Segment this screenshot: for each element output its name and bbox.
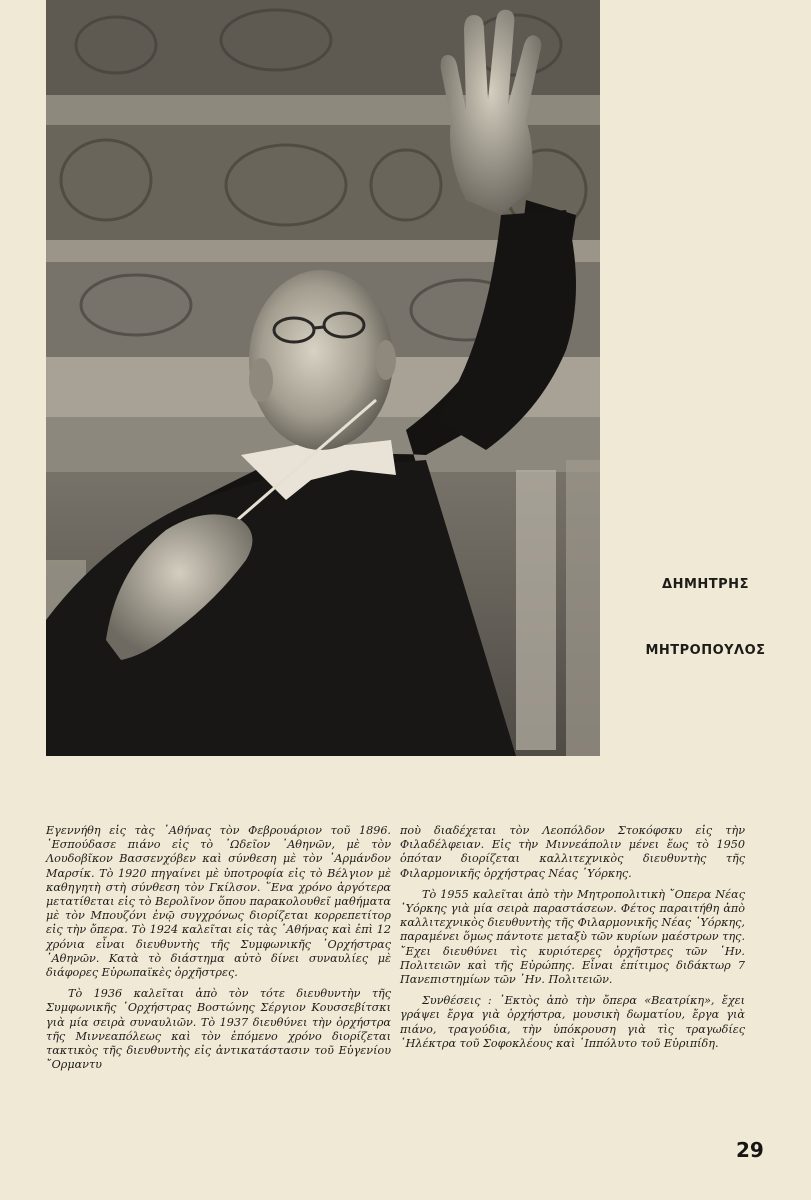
page-number: 29 <box>736 1138 764 1162</box>
conductor-photo <box>46 0 600 756</box>
paragraph: Τὸ 1936 καλεῖται ἀπὸ τὸν τότε διευθυντὴν τῆς Συμφωνικῆς ᾽Ορχήστρας Βοστώνης Σέργιον Κουσσεβίτσκι γιὰ μία σειρὰ συναυλιῶν. Τὸ 1937 διευθύνει τὴν ὀρχήστρα τῆς Μιννεαπόλεως καὶ τὸν ἑπόμενο χρόνο διορίζεται τακτικὸς τῆς διευθυντὴς εἰς ἀντικατάστασιν τοῦ Εὐγενίου ῎Ορμαντυ <box>46 987 391 1072</box>
paragraph: Συνθέσεις : ᾽Εκτὸς ἀπὸ τὴν ὄπερα «Βεατρίκη», ἔχει γράψει ἔργα γιὰ ὀρχήστρα, μουσικὴ δωματίου, ἔργα γιὰ πιάνο, τραγούδια, τὴν ὑπόκρουση γιὰ τὶς τραγωδίες ῾Ηλέκτρα τοῦ Σοφοκλέους καὶ ῾Ιππόλυτο τοῦ Εὐριπίδη. <box>400 994 745 1050</box>
text-column-left <box>46 824 391 1079</box>
text-column-right <box>400 824 745 1058</box>
paragraph: ποὺ διαδέχεται τὸν Λεοπόλδον Στοκόφσκυ εἰς τὴν Φιλαδέλφειαν. Εἰς τὴν Μιννεάπολιν μένει ἕως τὸ 1950 ὁπόταν διορίζεται καλλιτεχνικὸς διευθυντὴς τῆς Φιλαρμονικῆς ὀρχήστρας Νέας ῾Υόρκης. <box>400 824 745 880</box>
caption-first-name: ΔΗΜΗΤΡΗΣ <box>662 577 749 592</box>
conductor-photo-icon <box>46 0 600 756</box>
paragraph: Eγεννήθη εἰς τὰς ᾽Αθήνας τὸν Φεβρουάριον τοῦ 1896. ᾽Εσπούδασε πιάνο εἰς τὸ ᾽Ωδεῖον ᾽Αθηνῶν, μὲ τὸν Λουδοβῖκον Βασσενχόβεν καὶ σύνθεση μὲ τὸν ᾽Αρμάνδον Μαρσίκ. Τὸ 1920 πηγαίνει μὲ ὑποτροφία εἰς τὸ Βέλγιον μὲ καθηγητὴ στὴ σύνθεση τὸν Γκίλσον. ῞Ενα χρόνο ἀργότερα μετατίθεται εἰς τὸ Βερολῖνον ὅπου παρακολουθεῖ μαθήματα μὲ τὸν Μπουζόνι ἐνῷ συγχρόνως διορίζεται κορρεπετίτορ εἰς τὴν ὄπερα. Τὸ 1924 καλεῖται εἰς τὰς ᾽Αθήνας καὶ ἐπὶ 12 χρόνια εἶναι διευθυντὴς τῆς Συμφωνικῆς ᾽Ορχήστρας ᾽Αθηνῶν. Κατὰ τὸ διάστημα αὐτὸ δίνει συναυλίες μὲ διάφορες Εὐρωπαϊκὲς ὀρχῆστρες. <box>46 824 391 980</box>
caption-last-name: ΜΗΤΡΟΠΟΥΛΟΣ <box>645 643 766 658</box>
paragraph: Τὸ 1955 καλεῖται ἀπὸ τὴν Μητροπολιτικὴ ῎Οπερα Νέας ῾Υόρκης γιὰ μία σειρὰ παραστάσεων. Φέτος παραιτήθη ἀπὸ καλλιτεχνικὸς διευθυντὴς τῆς Φιλαρμονικῆς Νέας ῾Υόρκης, παραμένει ὅμως πάντοτε μεταξὺ τῶν κυρίων μαέστρων της. ῎Εχει διευθύνει τὶς κυριότερες ὀρχῆστρες τῶν ῾Ην. Πολιτειῶν καὶ τῆς Εὐρώπης. Εἶναι ἐπίτιμος διδάκτωρ 7 Πανεπιστημίων τῶν ῾Ην. Πολιτειῶν. <box>400 887 745 987</box>
